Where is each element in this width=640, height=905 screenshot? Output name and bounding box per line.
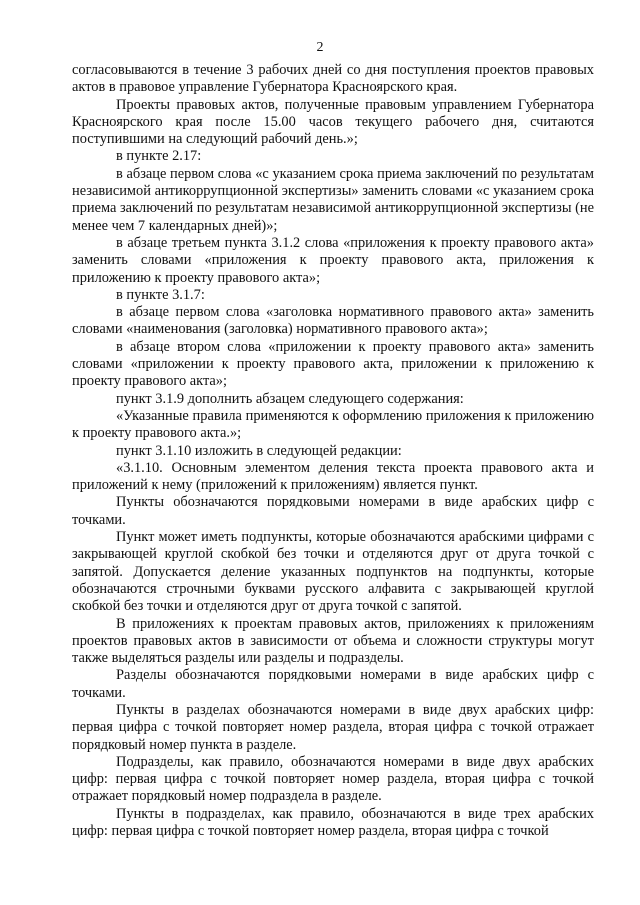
paragraph: В приложениях к проектам правовых актов, приложениях к приложениям проектов правовых актов в зависимости от объема и сложности структуры могут также выделяться разделы или разделы и подразделы. (72, 615, 594, 667)
paragraph: в абзаце первом слова «заголовка нормативного правового акта» заменить словами «наименования (заголовка) нормативного правового акта»; (72, 304, 594, 338)
paragraph: «3.1.10. Основным элементом деления текста проекта правового акта и приложений к нему (приложений к приложениям) является пункт. (72, 459, 594, 494)
paragraph: «Указанные правила применяются к оформлению приложения к приложению к проекту правового акта.»; (72, 407, 594, 442)
paragraph: в абзаце втором слова «приложении к проекту правового акта» заменить словами «приложении к проекту правового акта, приложении к приложению к проекту правового акта»; (72, 338, 594, 390)
paragraph: Проекты правовых актов, полученные правовым управлением Губернатора Красноярского края после 15.00 часов текущего рабочего дня, считаются поступившими на следующий рабочий день.»; (72, 96, 594, 148)
paragraph: в пункте 3.1.7: (116, 286, 205, 303)
paragraph: пункт 3.1.10 изложить в следующей редакции: (116, 442, 402, 459)
paragraph: в абзаце третьем пункта 3.1.2 слова «приложения к проекту правового акта» заменить словами «приложения к проекту правового акта, приложения к приложению к проекту правового акта»; (72, 234, 594, 286)
paragraph: Пункты в подразделах, как правило, обозначаются в виде трех арабских цифр: первая цифра с точкой повторяет номер раздела, вторая цифра с точкой (72, 805, 594, 840)
page-number: 2 (316, 40, 324, 55)
paragraph: Подразделы, как правило, обозначаются номерами в виде двух арабских цифр: первая цифра с точкой повторяет номер раздела, вторая цифра с точкой отражает порядковый номер подраздела в разделе. (72, 753, 594, 805)
paragraph: Пункт может иметь подпункты, которые обозначаются арабскими цифрами с закрывающей круглой скобкой без точки и отделяются друг от друга точкой с запятой. Допускается деление указанных подпунктов на подпункты, которые обозначаются строчными буквами русского алфавита с закрывающей круглой скобкой без точки и отделяются друг от друга точкой с запятой. (72, 529, 594, 615)
paragraph: пункт 3.1.9 дополнить абзацем следующего содержания: (116, 390, 464, 407)
document-body (72, 62, 594, 840)
paragraph: Пункты обозначаются порядковыми номерами в виде арабских цифр с точками. (72, 494, 594, 528)
paragraph: согласовываются в течение 3 рабочих дней со дня поступления проектов правовых актов в правовое управление Губернатора Красноярского края. (72, 62, 594, 96)
paragraph: в пункте 2.17: (116, 148, 202, 165)
paragraph: Пункты в разделах обозначаются номерами в виде двух арабских цифр: первая цифра с точкой повторяет номер раздела, вторая цифра с точкой отражает порядковый номер пункта в разделе. (72, 701, 594, 753)
paragraph: Разделы обозначаются порядковыми номерами в виде арабских цифр с точками. (72, 667, 594, 701)
paragraph: в абзаце первом слова «с указанием срока приема заключений по результатам независимой антикоррупционной экспертизы» заменить словами «с указанием срока приема заключений по результатам независимой антикоррупционной экспертизы (не менее чем 7 календарных дней)»; (72, 165, 594, 234)
